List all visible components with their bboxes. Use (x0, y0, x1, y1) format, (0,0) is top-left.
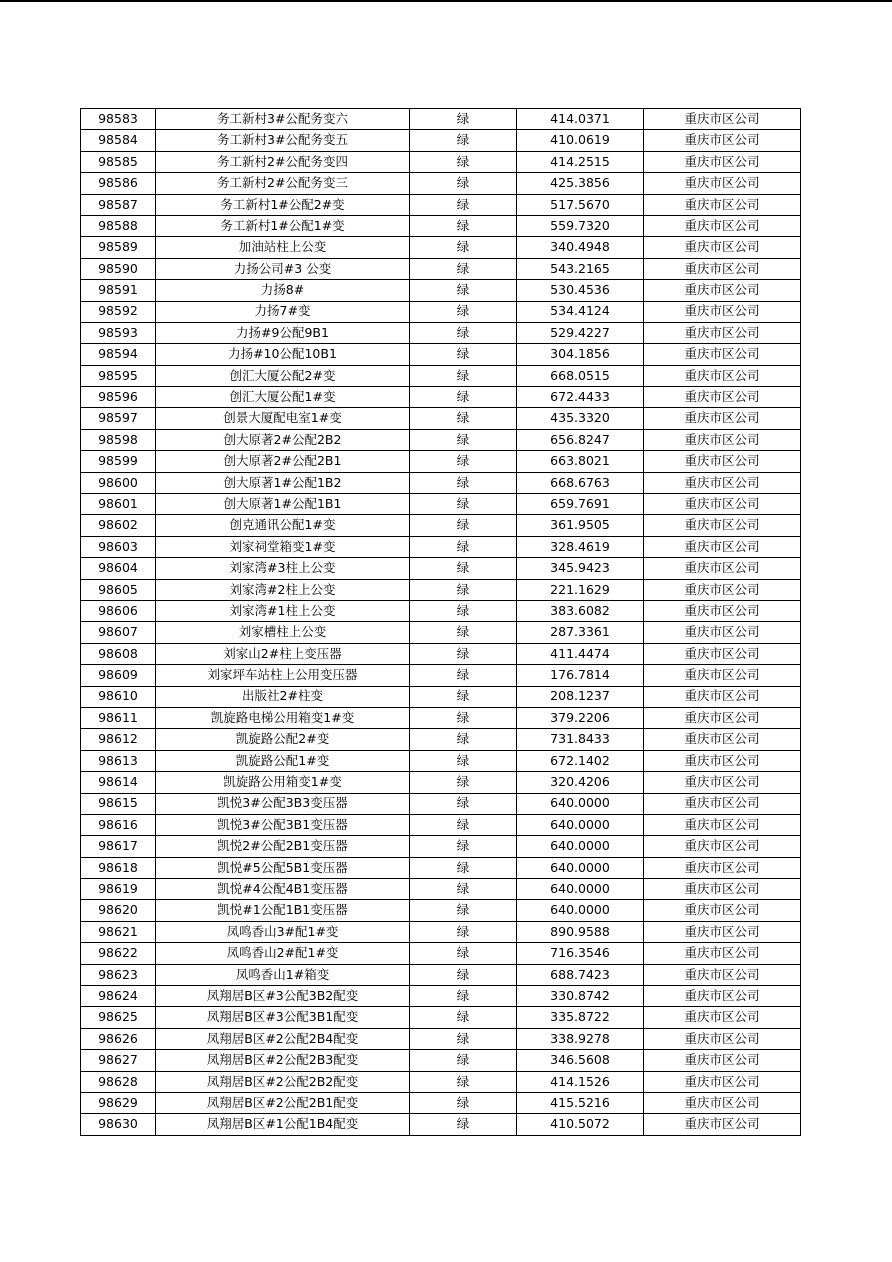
table-body (81, 109, 801, 1136)
table-row (81, 365, 801, 386)
value-cell: 330.8742 (517, 986, 644, 1007)
row-id-cell: 98627 (81, 1050, 156, 1071)
transformer-name-cell: 务工新村2#公配务变三 (156, 173, 410, 194)
company-cell: 重庆市区公司 (644, 643, 801, 664)
row-id-cell: 98620 (81, 900, 156, 921)
table-row (81, 772, 801, 793)
table-row (81, 750, 801, 771)
value-cell: 668.0515 (517, 365, 644, 386)
row-id-cell: 98591 (81, 280, 156, 301)
status-color-cell: 绿 (410, 344, 517, 365)
company-cell: 重庆市区公司 (644, 387, 801, 408)
transformer-name-cell: 凯旋路公配1#变 (156, 750, 410, 771)
transformer-name-cell: 凤鸣香山3#配1#变 (156, 921, 410, 942)
company-cell: 重庆市区公司 (644, 344, 801, 365)
value-cell: 435.3320 (517, 408, 644, 429)
status-color-cell: 绿 (410, 622, 517, 643)
transformer-name-cell: 创大原著2#公配2B1 (156, 451, 410, 472)
value-cell: 640.0000 (517, 793, 644, 814)
company-cell: 重庆市区公司 (644, 879, 801, 900)
value-cell: 640.0000 (517, 814, 644, 835)
value-cell: 414.0371 (517, 109, 644, 130)
table-row (81, 194, 801, 215)
status-color-cell: 绿 (410, 515, 517, 536)
transformer-name-cell: 凤翔居B区#2公配2B4配变 (156, 1028, 410, 1049)
table-row (81, 836, 801, 857)
row-id-cell: 98622 (81, 943, 156, 964)
table-row (81, 215, 801, 236)
transformer-name-cell: 刘家山2#柱上变压器 (156, 643, 410, 664)
transformer-name-cell: 凤翔居B区#3公配3B1配变 (156, 1007, 410, 1028)
status-color-cell: 绿 (410, 836, 517, 857)
table-row (81, 515, 801, 536)
table-row (81, 408, 801, 429)
transformer-table (80, 108, 801, 1136)
row-id-cell: 98589 (81, 237, 156, 258)
table-row (81, 173, 801, 194)
value-cell: 659.7691 (517, 494, 644, 515)
status-color-cell: 绿 (410, 772, 517, 793)
row-id-cell: 98610 (81, 686, 156, 707)
transformer-name-cell: 出版社2#柱变 (156, 686, 410, 707)
row-id-cell: 98609 (81, 665, 156, 686)
table-row (81, 900, 801, 921)
transformer-name-cell: 凤翔居B区#3公配3B2配变 (156, 986, 410, 1007)
value-cell: 640.0000 (517, 836, 644, 857)
transformer-name-cell: 力扬#9公配9B1 (156, 322, 410, 343)
value-cell: 425.3856 (517, 173, 644, 194)
transformer-name-cell: 刘家湾#3柱上公变 (156, 558, 410, 579)
company-cell: 重庆市区公司 (644, 964, 801, 985)
table-row (81, 301, 801, 322)
company-cell: 重庆市区公司 (644, 900, 801, 921)
row-id-cell: 98629 (81, 1092, 156, 1113)
company-cell: 重庆市区公司 (644, 215, 801, 236)
value-cell: 208.1237 (517, 686, 644, 707)
value-cell: 415.5216 (517, 1092, 644, 1113)
row-id-cell: 98586 (81, 173, 156, 194)
company-cell: 重庆市区公司 (644, 130, 801, 151)
status-color-cell: 绿 (410, 429, 517, 450)
status-color-cell: 绿 (410, 451, 517, 472)
value-cell: 346.5608 (517, 1050, 644, 1071)
status-color-cell: 绿 (410, 665, 517, 686)
transformer-name-cell: 凯悦#1公配1B1变压器 (156, 900, 410, 921)
status-color-cell: 绿 (410, 707, 517, 728)
company-cell: 重庆市区公司 (644, 836, 801, 857)
table-row (81, 643, 801, 664)
transformer-name-cell: 加油站柱上公变 (156, 237, 410, 258)
value-cell: 410.0619 (517, 130, 644, 151)
value-cell: 559.7320 (517, 215, 644, 236)
transformer-name-cell: 务工新村3#公配务变六 (156, 109, 410, 130)
table-row (81, 729, 801, 750)
row-id-cell: 98618 (81, 857, 156, 878)
status-color-cell: 绿 (410, 1092, 517, 1113)
table-row (81, 964, 801, 985)
value-cell: 731.8433 (517, 729, 644, 750)
table-row (81, 322, 801, 343)
table-row (81, 665, 801, 686)
transformer-name-cell: 刘家槽柱上公变 (156, 622, 410, 643)
company-cell: 重庆市区公司 (644, 943, 801, 964)
status-color-cell: 绿 (410, 900, 517, 921)
status-color-cell: 绿 (410, 151, 517, 172)
row-id-cell: 98584 (81, 130, 156, 151)
transformer-name-cell: 力扬公司#3 公变 (156, 258, 410, 279)
value-cell: 672.4433 (517, 387, 644, 408)
status-color-cell: 绿 (410, 194, 517, 215)
company-cell: 重庆市区公司 (644, 600, 801, 621)
company-cell: 重庆市区公司 (644, 173, 801, 194)
transformer-name-cell: 凯悦3#公配3B3变压器 (156, 793, 410, 814)
row-id-cell: 98621 (81, 921, 156, 942)
status-color-cell: 绿 (410, 793, 517, 814)
status-color-cell: 绿 (410, 857, 517, 878)
status-color-cell: 绿 (410, 408, 517, 429)
row-id-cell: 98611 (81, 707, 156, 728)
transformer-name-cell: 务工新村2#公配务变四 (156, 151, 410, 172)
transformer-name-cell: 凯旋路公用箱变1#变 (156, 772, 410, 793)
value-cell: 890.9588 (517, 921, 644, 942)
transformer-name-cell: 凤翔居B区#2公配2B3配变 (156, 1050, 410, 1071)
value-cell: 221.1629 (517, 579, 644, 600)
value-cell: 335.8722 (517, 1007, 644, 1028)
company-cell: 重庆市区公司 (644, 194, 801, 215)
row-id-cell: 98630 (81, 1114, 156, 1135)
company-cell: 重庆市区公司 (644, 151, 801, 172)
value-cell: 410.5072 (517, 1114, 644, 1135)
status-color-cell: 绿 (410, 301, 517, 322)
row-id-cell: 98607 (81, 622, 156, 643)
transformer-name-cell: 凯悦2#公配2B1变压器 (156, 836, 410, 857)
status-color-cell: 绿 (410, 536, 517, 557)
status-color-cell: 绿 (410, 986, 517, 1007)
company-cell: 重庆市区公司 (644, 280, 801, 301)
table-row (81, 258, 801, 279)
status-color-cell: 绿 (410, 686, 517, 707)
value-cell: 656.8247 (517, 429, 644, 450)
row-id-cell: 98612 (81, 729, 156, 750)
value-cell: 640.0000 (517, 900, 644, 921)
row-id-cell: 98585 (81, 151, 156, 172)
company-cell: 重庆市区公司 (644, 1071, 801, 1092)
value-cell: 517.5670 (517, 194, 644, 215)
transformer-name-cell: 凯旋路电梯公用箱变1#变 (156, 707, 410, 728)
row-id-cell: 98602 (81, 515, 156, 536)
row-id-cell: 98604 (81, 558, 156, 579)
table-row (81, 451, 801, 472)
row-id-cell: 98594 (81, 344, 156, 365)
company-cell: 重庆市区公司 (644, 558, 801, 579)
value-cell: 529.4227 (517, 322, 644, 343)
transformer-name-cell: 刘家祠堂箱变1#变 (156, 536, 410, 557)
row-id-cell: 98597 (81, 408, 156, 429)
status-color-cell: 绿 (410, 387, 517, 408)
company-cell: 重庆市区公司 (644, 772, 801, 793)
transformer-name-cell: 凯旋路公配2#变 (156, 729, 410, 750)
table-row (81, 686, 801, 707)
table-row (81, 472, 801, 493)
status-color-cell: 绿 (410, 280, 517, 301)
company-cell: 重庆市区公司 (644, 814, 801, 835)
table-row (81, 130, 801, 151)
value-cell: 663.8021 (517, 451, 644, 472)
transformer-name-cell: 创大原著1#公配1B2 (156, 472, 410, 493)
status-color-cell: 绿 (410, 558, 517, 579)
company-cell: 重庆市区公司 (644, 622, 801, 643)
row-id-cell: 98608 (81, 643, 156, 664)
status-color-cell: 绿 (410, 173, 517, 194)
row-id-cell: 98616 (81, 814, 156, 835)
company-cell: 重庆市区公司 (644, 1007, 801, 1028)
status-color-cell: 绿 (410, 494, 517, 515)
value-cell: 379.2206 (517, 707, 644, 728)
row-id-cell: 98593 (81, 322, 156, 343)
status-color-cell: 绿 (410, 322, 517, 343)
company-cell: 重庆市区公司 (644, 665, 801, 686)
transformer-name-cell: 务工新村1#公配2#变 (156, 194, 410, 215)
company-cell: 重庆市区公司 (644, 1092, 801, 1113)
table-row (81, 237, 801, 258)
value-cell: 328.4619 (517, 536, 644, 557)
company-cell: 重庆市区公司 (644, 322, 801, 343)
row-id-cell: 98587 (81, 194, 156, 215)
table-row (81, 494, 801, 515)
company-cell: 重庆市区公司 (644, 793, 801, 814)
table-row (81, 280, 801, 301)
status-color-cell: 绿 (410, 472, 517, 493)
company-cell: 重庆市区公司 (644, 258, 801, 279)
status-color-cell: 绿 (410, 643, 517, 664)
company-cell: 重庆市区公司 (644, 579, 801, 600)
value-cell: 338.9278 (517, 1028, 644, 1049)
row-id-cell: 98626 (81, 1028, 156, 1049)
transformer-name-cell: 创克通讯公配1#变 (156, 515, 410, 536)
transformer-name-cell: 创汇大厦公配2#变 (156, 365, 410, 386)
status-color-cell: 绿 (410, 943, 517, 964)
table-row (81, 1028, 801, 1049)
company-cell: 重庆市区公司 (644, 729, 801, 750)
value-cell: 688.7423 (517, 964, 644, 985)
row-id-cell: 98603 (81, 536, 156, 557)
company-cell: 重庆市区公司 (644, 1114, 801, 1135)
row-id-cell: 98600 (81, 472, 156, 493)
row-id-cell: 98605 (81, 579, 156, 600)
company-cell: 重庆市区公司 (644, 921, 801, 942)
value-cell: 287.3361 (517, 622, 644, 643)
company-cell: 重庆市区公司 (644, 857, 801, 878)
company-cell: 重庆市区公司 (644, 750, 801, 771)
table-row (81, 1050, 801, 1071)
table-row (81, 536, 801, 557)
value-cell: 640.0000 (517, 857, 644, 878)
row-id-cell: 98614 (81, 772, 156, 793)
table-row (81, 921, 801, 942)
company-cell: 重庆市区公司 (644, 429, 801, 450)
value-cell: 534.4124 (517, 301, 644, 322)
transformer-name-cell: 凤鸣香山1#箱变 (156, 964, 410, 985)
company-cell: 重庆市区公司 (644, 686, 801, 707)
company-cell: 重庆市区公司 (644, 986, 801, 1007)
company-cell: 重庆市区公司 (644, 237, 801, 258)
table-row (81, 109, 801, 130)
transformer-name-cell: 创大原著1#公配1B1 (156, 494, 410, 515)
row-id-cell: 98619 (81, 879, 156, 900)
row-id-cell: 98596 (81, 387, 156, 408)
status-color-cell: 绿 (410, 1050, 517, 1071)
table-row (81, 814, 801, 835)
status-color-cell: 绿 (410, 921, 517, 942)
transformer-name-cell: 创景大厦配电室1#变 (156, 408, 410, 429)
status-color-cell: 绿 (410, 879, 517, 900)
transformer-name-cell: 刘家坪车站柱上公用变压器 (156, 665, 410, 686)
status-color-cell: 绿 (410, 109, 517, 130)
transformer-name-cell: 力扬8# (156, 280, 410, 301)
value-cell: 543.2165 (517, 258, 644, 279)
status-color-cell: 绿 (410, 1071, 517, 1092)
company-cell: 重庆市区公司 (644, 494, 801, 515)
transformer-name-cell: 凤翔居B区#2公配2B2配变 (156, 1071, 410, 1092)
table-row (81, 986, 801, 1007)
table-row (81, 429, 801, 450)
row-id-cell: 98606 (81, 600, 156, 621)
row-id-cell: 98598 (81, 429, 156, 450)
company-cell: 重庆市区公司 (644, 707, 801, 728)
table-row (81, 793, 801, 814)
transformer-name-cell: 凤翔居B区#1公配1B4配变 (156, 1114, 410, 1135)
transformer-name-cell: 创汇大厦公配1#变 (156, 387, 410, 408)
value-cell: 414.1526 (517, 1071, 644, 1092)
value-cell: 320.4206 (517, 772, 644, 793)
value-cell: 414.2515 (517, 151, 644, 172)
company-cell: 重庆市区公司 (644, 301, 801, 322)
row-id-cell: 98599 (81, 451, 156, 472)
value-cell: 176.7814 (517, 665, 644, 686)
company-cell: 重庆市区公司 (644, 451, 801, 472)
transformer-name-cell: 力扬7#变 (156, 301, 410, 322)
company-cell: 重庆市区公司 (644, 408, 801, 429)
table-row (81, 1114, 801, 1135)
table-row (81, 622, 801, 643)
company-cell: 重庆市区公司 (644, 1050, 801, 1071)
row-id-cell: 98583 (81, 109, 156, 130)
status-color-cell: 绿 (410, 750, 517, 771)
status-color-cell: 绿 (410, 579, 517, 600)
transformer-name-cell: 凯悦#5公配5B1变压器 (156, 857, 410, 878)
row-id-cell: 98613 (81, 750, 156, 771)
transformer-name-cell: 刘家湾#2柱上公变 (156, 579, 410, 600)
company-cell: 重庆市区公司 (644, 515, 801, 536)
row-id-cell: 98625 (81, 1007, 156, 1028)
status-color-cell: 绿 (410, 600, 517, 621)
status-color-cell: 绿 (410, 729, 517, 750)
transformer-name-cell: 凤翔居B区#2公配2B1配变 (156, 1092, 410, 1113)
status-color-cell: 绿 (410, 215, 517, 236)
table-row (81, 579, 801, 600)
table-row (81, 943, 801, 964)
status-color-cell: 绿 (410, 1114, 517, 1135)
status-color-cell: 绿 (410, 130, 517, 151)
value-cell: 640.0000 (517, 879, 644, 900)
company-cell: 重庆市区公司 (644, 365, 801, 386)
company-cell: 重庆市区公司 (644, 536, 801, 557)
status-color-cell: 绿 (410, 814, 517, 835)
status-color-cell: 绿 (410, 964, 517, 985)
row-id-cell: 98615 (81, 793, 156, 814)
value-cell: 304.1856 (517, 344, 644, 365)
status-color-cell: 绿 (410, 237, 517, 258)
transformer-name-cell: 凯悦3#公配3B1变压器 (156, 814, 410, 835)
row-id-cell: 98595 (81, 365, 156, 386)
value-cell: 340.4948 (517, 237, 644, 258)
transformer-name-cell: 凯悦#4公配4B1变压器 (156, 879, 410, 900)
table-row (81, 1007, 801, 1028)
value-cell: 345.9423 (517, 558, 644, 579)
table-row (81, 857, 801, 878)
transformer-name-cell: 力扬#10公配10B1 (156, 344, 410, 365)
table-row (81, 707, 801, 728)
row-id-cell: 98617 (81, 836, 156, 857)
company-cell: 重庆市区公司 (644, 472, 801, 493)
status-color-cell: 绿 (410, 1007, 517, 1028)
row-id-cell: 98588 (81, 215, 156, 236)
status-color-cell: 绿 (410, 365, 517, 386)
value-cell: 530.4536 (517, 280, 644, 301)
row-id-cell: 98590 (81, 258, 156, 279)
value-cell: 672.1402 (517, 750, 644, 771)
status-color-cell: 绿 (410, 258, 517, 279)
value-cell: 361.9505 (517, 515, 644, 536)
row-id-cell: 98592 (81, 301, 156, 322)
table-row (81, 344, 801, 365)
table-row (81, 1092, 801, 1113)
transformer-name-cell: 刘家湾#1柱上公变 (156, 600, 410, 621)
transformer-name-cell: 务工新村3#公配务变五 (156, 130, 410, 151)
value-cell: 383.6082 (517, 600, 644, 621)
table-row (81, 600, 801, 621)
company-cell: 重庆市区公司 (644, 109, 801, 130)
table-row (81, 387, 801, 408)
status-color-cell: 绿 (410, 1028, 517, 1049)
transformer-name-cell: 务工新村1#公配1#变 (156, 215, 410, 236)
value-cell: 716.3546 (517, 943, 644, 964)
row-id-cell: 98601 (81, 494, 156, 515)
table-row (81, 1071, 801, 1092)
transformer-name-cell: 凤鸣香山2#配1#变 (156, 943, 410, 964)
top-border-line (0, 0, 892, 2)
transformer-name-cell: 创大原著2#公配2B2 (156, 429, 410, 450)
table-row (81, 151, 801, 172)
row-id-cell: 98624 (81, 986, 156, 1007)
value-cell: 411.4474 (517, 643, 644, 664)
table-row (81, 879, 801, 900)
table-row (81, 558, 801, 579)
row-id-cell: 98628 (81, 1071, 156, 1092)
value-cell: 668.6763 (517, 472, 644, 493)
company-cell: 重庆市区公司 (644, 1028, 801, 1049)
row-id-cell: 98623 (81, 964, 156, 985)
